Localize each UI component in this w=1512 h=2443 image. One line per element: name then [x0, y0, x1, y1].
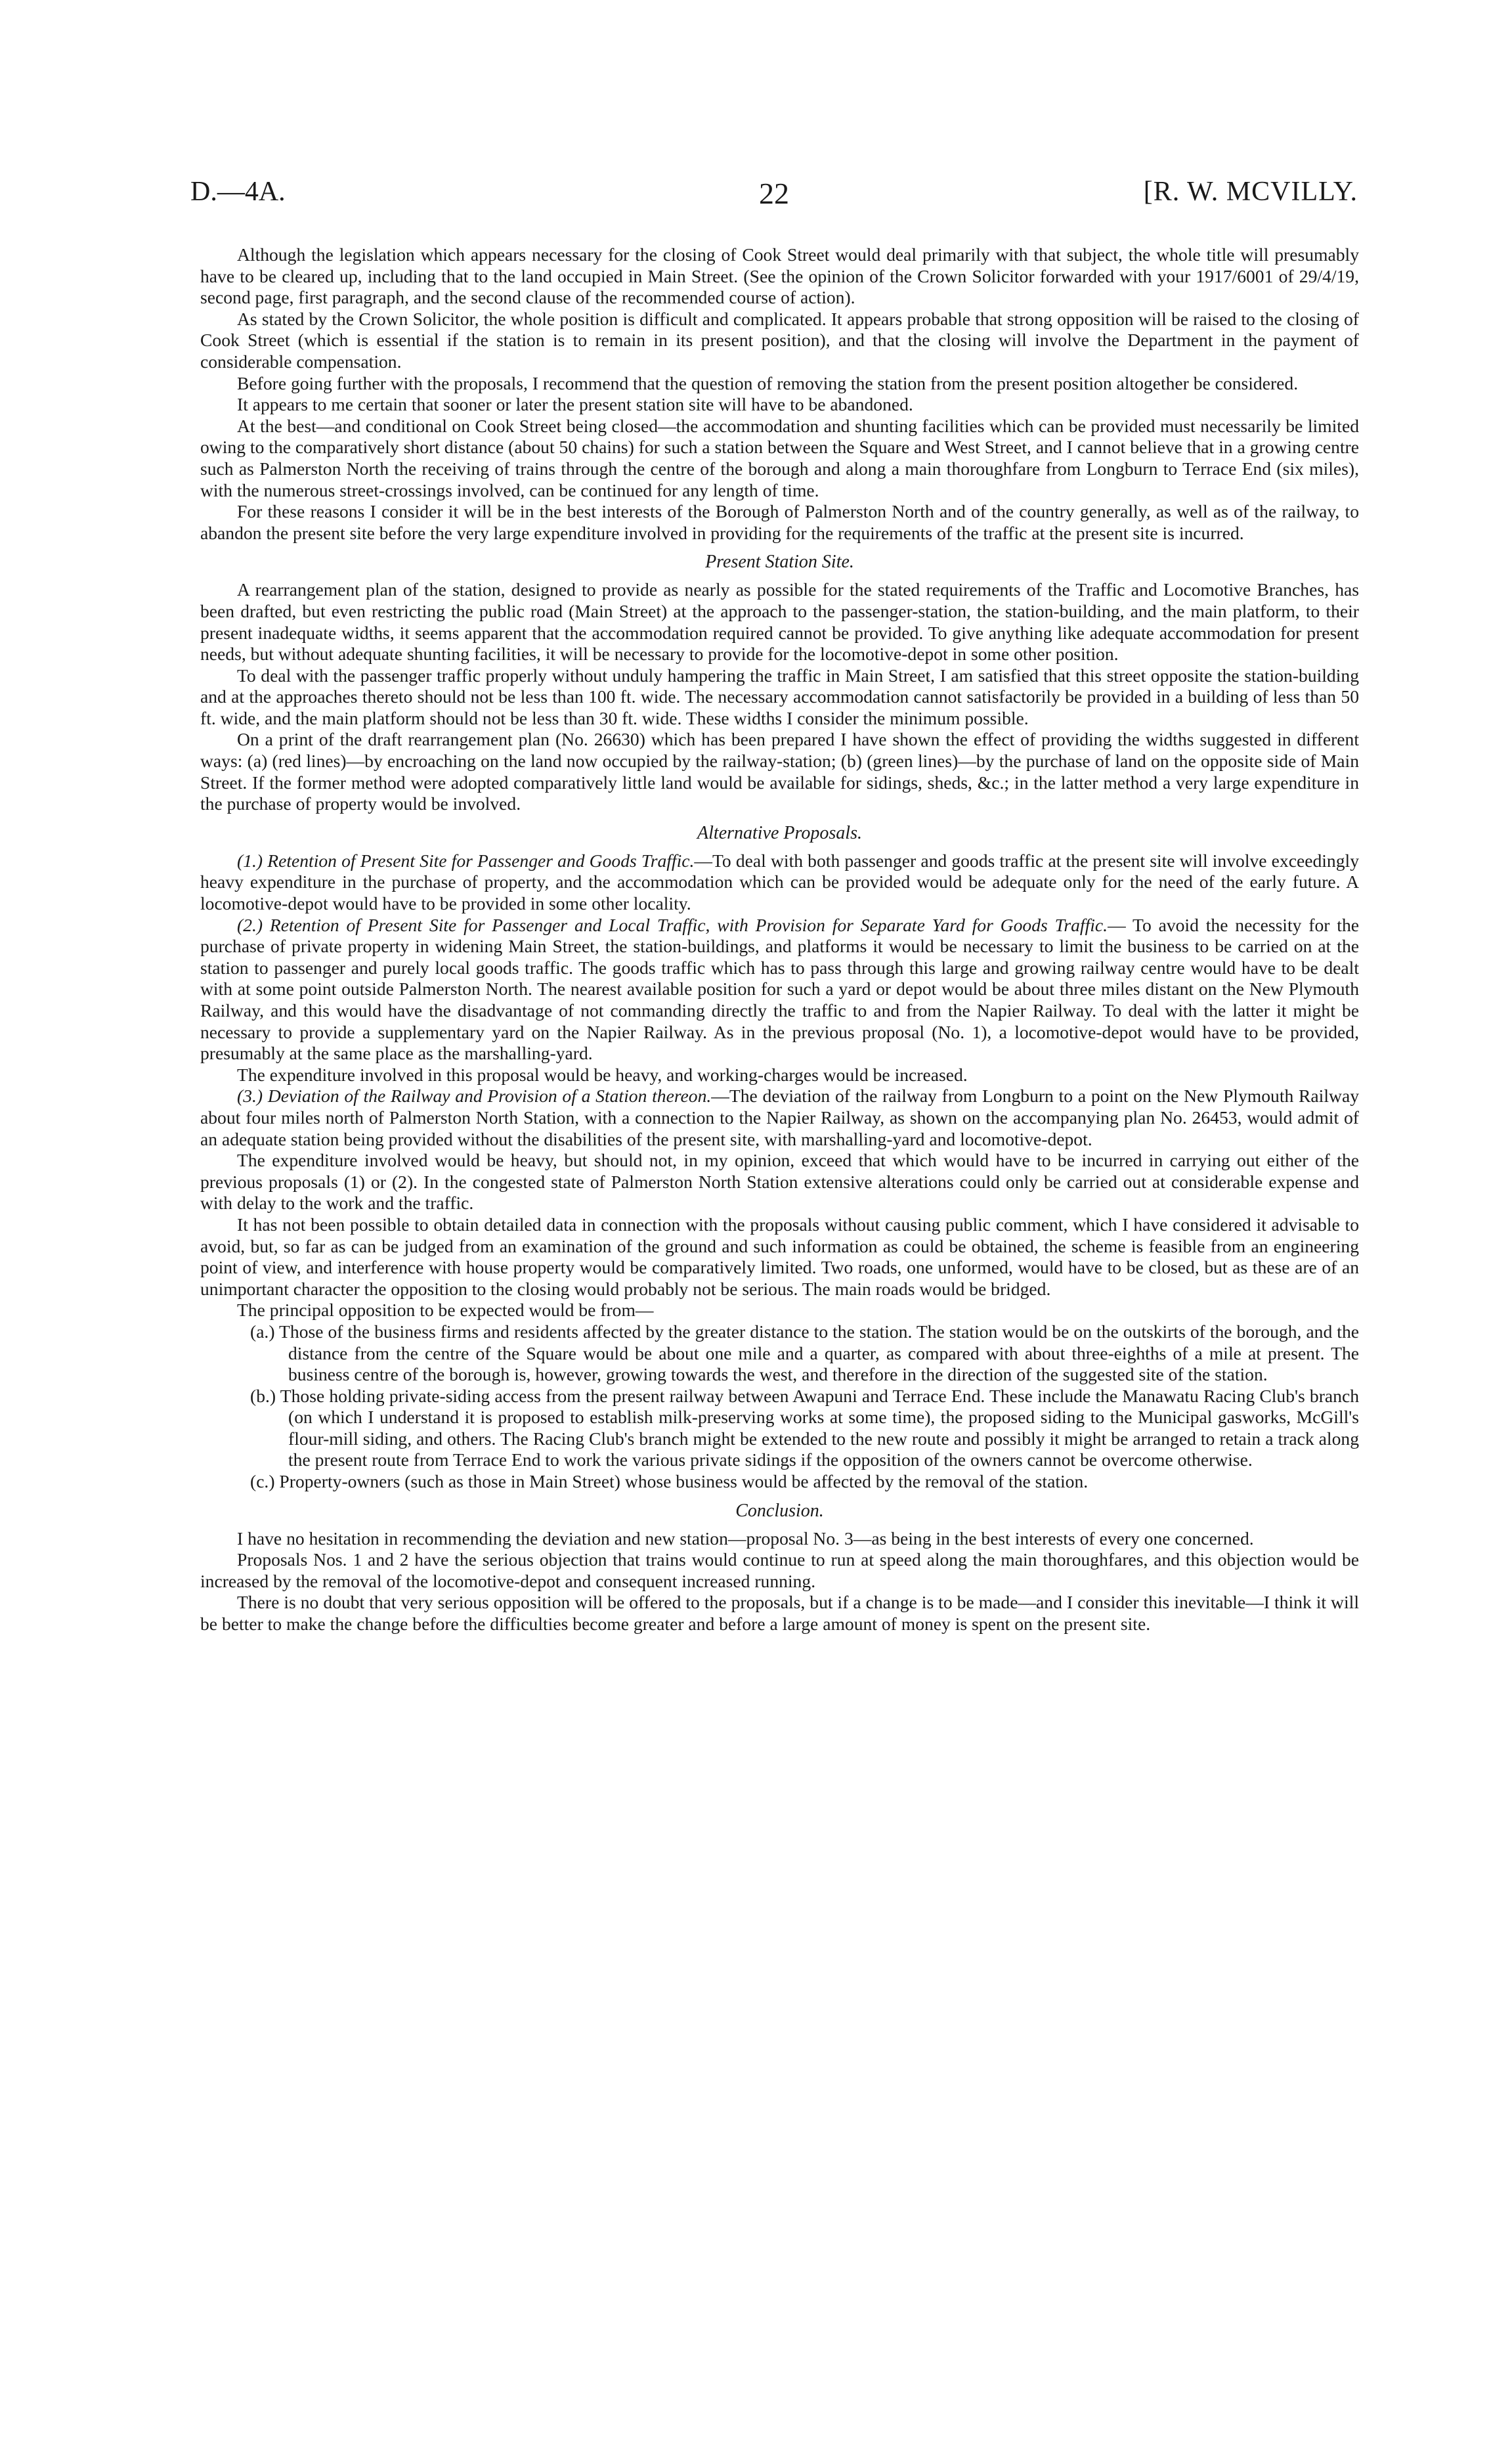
paragraph: I have no hesitation in recommending the deviation and new station—proposal No. 3—as being in the best interests of every one concerned. [237, 1528, 1254, 1549]
proposal-2-text: — To avoid the necessity for the purchase of private property in widening Main Street, the station-buildings, and platforms it would be necessary to limit the business to be carried on at the station to passenger and purely local goods traffic. The goods traffic which has to pass through this large and growing railway centre would have to be dealt with at some point outside Palmerston North. The nearest available position for such a yard or depot would be about three miles distant on the New Plymouth Railway, and this would have the disadvantage of not commanding directly the traffic to and from the Napier Railway. To deal with the latter it might be necessary to provide a supplementary yard on the Napier Railway. As in the previous proposal (No. 1), a locomotive-depot would have to be provided, presumably at the same place as the marshalling-yard. [200, 914, 1359, 1064]
paragraph: Although the legislation which appears necessary for the closing of Cook Street would deal primarily with that subject, the whole title will presumably have to be cleared up, including that to the land occupied in Main Street. (See the opinion of the Crown Solicitor forwarded with your 1917/6001 of 29/4/19, second page, first paragraph, and the second clause of the recommended course of action). [200, 244, 1359, 308]
section-heading-present-site: Present Station Site. [705, 552, 854, 573]
list-item: (c.) Property-owners (such as those in Main Street) whose business would be affected by the removal of the station. [250, 1471, 1089, 1492]
paragraph: On a print of the draft rearrangement plan (No. 26630) which has been prepared I have shown the effect of providing the widths suggested in different ways: (a) (red lines)—by encroaching on the land now occupied by the railway-station; (b) (green lines)—by the purchase of land on the opposite side of Main Street. If the former method were adopted comparatively little land would be available for sidings, sheds, &c.; in the latter method a very large expenditure in the purchase of property would be involved. [200, 729, 1359, 814]
paragraph: To deal with the passenger traffic properly without unduly hampering the traffic in Main Street, I am satisfied that this street opposite the station-building and at the approaches thereto should not be less than 100 ft. wide. The necessary accommodation cannot satisfactorily be provided in a building of less than 50 ft. wide, and the main platform should not be less than 30 ft. wide. These widths I consider the minimum possible. [200, 665, 1359, 728]
proposal-1-text: —To deal with both passenger and goods traffic at the present site will involve exceedingly heavy expenditure in the purchase of property, and the accommodation which can be provided would be adequate only for the need of the early future. A locomotive-depot would have to be provided in some other locality. [200, 850, 1359, 914]
paragraph: It appears to me certain that sooner or later the present station site will have to be abandoned. [237, 394, 913, 415]
proposal-3-title: (3.) Deviation of the Railway and Provision of a Station thereon. [237, 1086, 712, 1107]
proposal-1 [200, 850, 1359, 915]
paragraph: A rearrangement plan of the station, designed to provide as nearly as possible for the stated requirements of the Traffic and Locomotive Branches, has been drafted, but even restricting the public road (Main Street) at the approach to the passenger-station, the station-building, and the main platform, to their present inadequate widths, it seems apparent that the accommodation required cannot be provided. To give anything like adequate accommodation for present needs, but without adequate shunting facilities, it will be necessary to provide for the locomotive-depot in some other position. [200, 579, 1359, 665]
proposal-3 [200, 1086, 1359, 1150]
paragraph: There is no doubt that very serious opposition will be offered to the proposals, but if a change is to be made—and I consider this inevitable—I think it will be better to make the change before the difficulties become greater and before a large amount of money is spent on the present site. [200, 1592, 1359, 1635]
paragraph: At the best—and conditional on Cook Street being closed—the accommodation and shunting facilities which can be provided must necessarily be limited owing to the comparatively short distance (about 50 chains) for such a station between the Square and West Street, and I cannot believe that in a growing centre such as Palmerston North the receiving of trains through the centre of the borough and along a main thoroughfare from Longburn to Terrace End (six miles), with the numerous street-crossings involved, can be continued for any length of time. [200, 415, 1359, 500]
proposal-2 [200, 915, 1359, 1065]
document-body [200, 244, 1359, 1635]
section-heading-alternatives: Alternative Proposals. [697, 822, 862, 843]
list-item: (b.) Those holding private-siding access from the present railway between Awapuni and Terrace End. These include the Manawatu Racing Club's branch (on which I understand it is proposed to establish milk-preserving works at some time), the proposed siding to the Municipal gasworks, McGill's flour-mill siding, and others. The Racing Club's branch might be extended to the new route and possibly it might be arranged to retain a track along the present route from Terrace End to work the various private sidings if the opposition of the owners cannot be overcome otherwise. [250, 1385, 1359, 1470]
author-reference: [R. W. MCVILLY. [1143, 177, 1358, 207]
proposal-3-text: —The deviation of the railway from Longburn to a point on the New Plymouth Railway about four miles north of Palmerston North Station, with a connection to the Napier Railway, as shown on the accompanying plan No. 26453, would admit of an adequate station being provided without the disabilities of the present site, with marshalling-yard and locomotive-depot. [200, 1086, 1359, 1149]
page-number: 22 [759, 177, 789, 210]
paragraph: The expenditure involved in this proposal would be heavy, and working-charges would be increased. [237, 1064, 968, 1085]
paragraph: Before going further with the proposals, I recommend that the question of removing the station from the present position altogether be considered. [237, 372, 1299, 393]
paragraph: The expenditure involved would be heavy, but should not, in my opinion, exceed that which would have to be incurred in carrying out either of the previous proposals (1) or (2). In the congested state of Palmerston North Station extensive alterations could only be carried out at considerable expense and with delay to the work and the traffic. [200, 1150, 1359, 1214]
section-heading-conclusion: Conclusion. [735, 1500, 824, 1521]
paragraph: As stated by the Crown Solicitor, the whole position is difficult and complicated. It appears probable that strong opposition will be raised to the closing of Cook Street (which is essential if the station is to remain in its present position), and that the closing will involve the Department in the payment of considerable compensation. [200, 308, 1359, 372]
paragraph: It has not been possible to obtain detailed data in connection with the proposals without causing public comment, which I have considered it advisable to avoid, but, so far as can be judged from an examination of the ground and such information as could be obtained, the scheme is feasible from an engineering point of view, and interference with house property would be comparatively limited. Two roads, one unformed, would have to be closed, but as these are of an unimportant character the opposition to the closing would probably not be serious. The main roads would be bridged. [200, 1214, 1359, 1299]
paragraph: Proposals Nos. 1 and 2 have the serious objection that trains would continue to run at speed along the main thoroughfares, and this objection would be increased by the removal of the locomotive-depot and consequent increased running. [200, 1549, 1359, 1591]
page-header [190, 176, 1358, 222]
paragraph: The principal opposition to be expected would be from— [237, 1300, 654, 1321]
proposal-2-title: (2.) Retention of Present Site for Passenger and Local Traffic, with Provision for Separate Yard for Goods Traffic. [237, 914, 1108, 935]
paragraph: For these reasons I consider it will be in the best interests of the Borough of Palmerston North and of the country generally, as well as of the railway, to abandon the present site before the very large expenditure involved in providing for the requirements of the traffic at the present site is incurred. [200, 501, 1359, 543]
document-reference: D.—4A. [190, 177, 286, 207]
proposal-1-title: (1.) Retention of Present Site for Passenger and Goods Traffic. [237, 850, 695, 871]
list-item: (a.) Those of the business firms and residents affected by the greater distance to the station. The station would be on the outskirts of the borough, and the distance from the centre of the Square would be about one mile and a quarter, as compared with about three-eighths of a mile at present. The business centre of the borough is, however, growing towards the west, and therefore in the direction of the suggested site of the station. [250, 1321, 1359, 1385]
